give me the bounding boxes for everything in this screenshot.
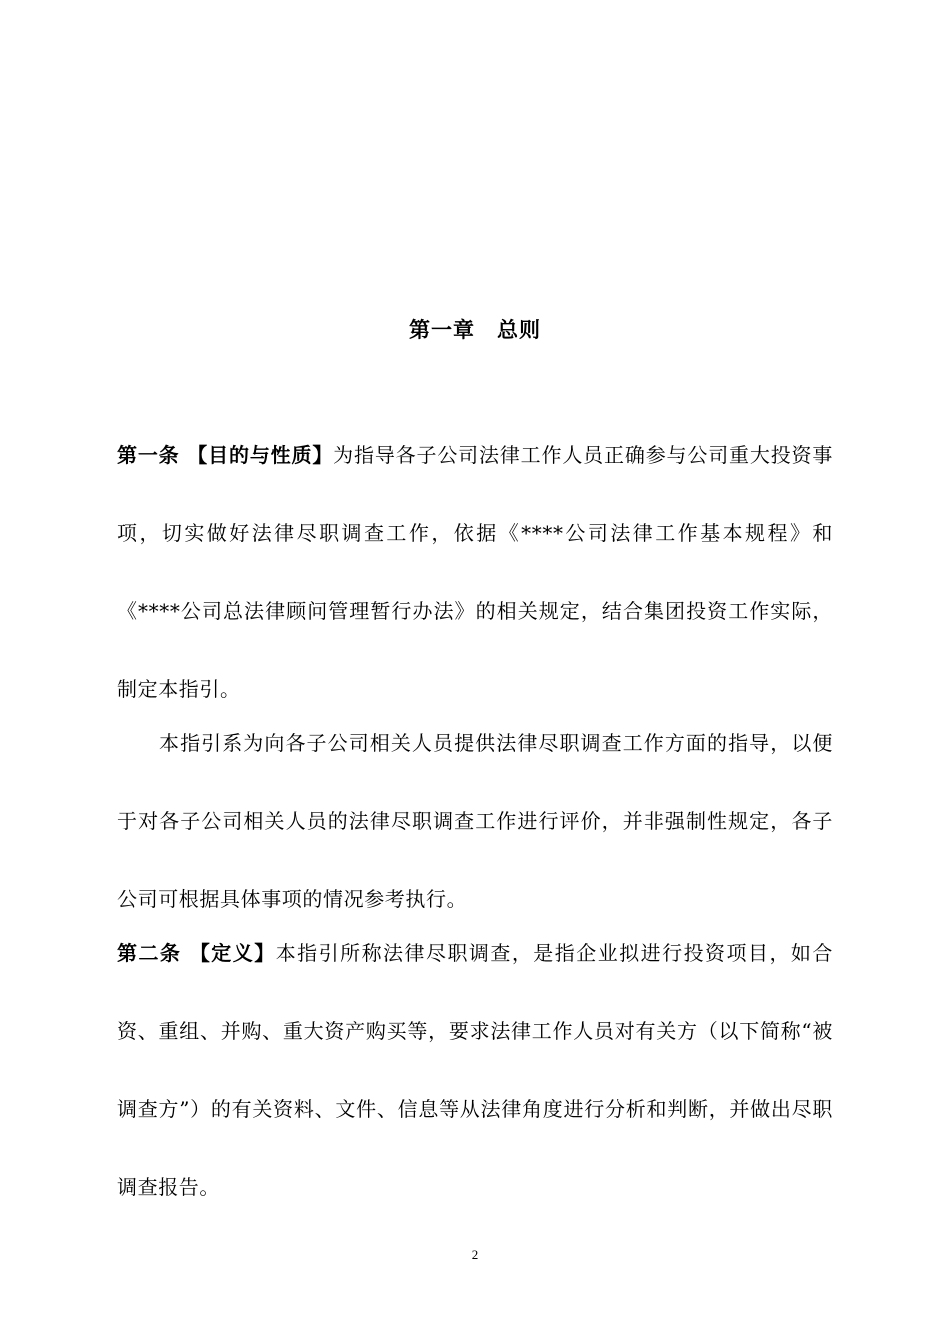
- page-number: 2: [471, 1247, 479, 1262]
- article-1-text: 为指导各子公司法律工作人员正确参与公司重大投资事项，切实做好法律尽职调查工作，依据《****公司法律工作基本规程》和《****公司总法律顾问管理暂行办法》的相关规定，结合集团投资工作实际，制定本指引。: [117, 443, 833, 701]
- article-2-text: 本指引所称法律尽职调查，是指企业拟进行投资项目，如合资、重组、并购、重大资产购买等，要求法律工作人员对有关方（以下简称“被调查方”）的有关资料、文件、信息等从法律角度进行分析和判断，并做出尽职调查报告。: [117, 941, 833, 1199]
- article-1: [117, 416, 833, 728]
- article-2-label: 第二条 【定义】: [117, 941, 276, 965]
- chapter-name: 总则: [497, 318, 541, 342]
- chapter-title: [0, 312, 950, 348]
- article-1-continuation: 本指引系为向各子公司相关人员提供法律尽职调查工作方面的指导，以便于对各子公司相关人员的法律尽职调查工作进行评价，并非强制性规定，各子公司可根据具体事项的情况参考执行。: [117, 731, 833, 911]
- chapter-number: 第一章: [409, 318, 475, 342]
- article-1-label: 第一条 【目的与性质】: [117, 443, 334, 467]
- article-2: [117, 914, 833, 1226]
